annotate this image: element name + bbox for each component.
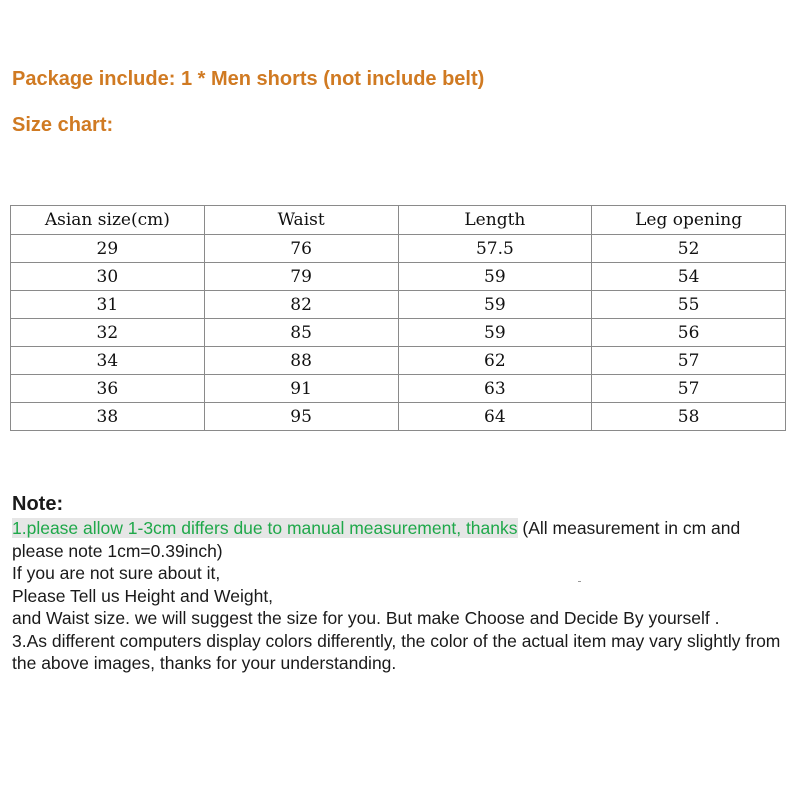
table-row — [11, 347, 786, 375]
note-line-1 — [12, 517, 782, 562]
header-waist: Waist — [204, 206, 398, 235]
cell-waist: 82 — [204, 291, 398, 319]
cell-waist: 88 — [204, 347, 398, 375]
cell-length: 62 — [398, 347, 592, 375]
size-chart-table — [10, 205, 786, 431]
table-row — [11, 263, 786, 291]
cell-size: 36 — [11, 375, 205, 403]
cell-waist: 85 — [204, 319, 398, 347]
package-include-heading: Package include: 1 * Men shorts (not include belt) — [12, 68, 485, 90]
note-line-3: Please Tell us Height and Weight, — [12, 585, 274, 606]
note-line-2: If you are not sure about it, — [12, 563, 221, 583]
cell-size: 29 — [11, 235, 205, 263]
cell-waist: 76 — [204, 235, 398, 263]
cell-leg-opening: 54 — [592, 263, 786, 291]
table-row — [11, 235, 786, 263]
header-asian-size: Asian size(cm) — [11, 206, 205, 235]
cell-size: 38 — [11, 403, 205, 431]
table-header-row — [11, 206, 786, 235]
note-highlight: 1.please allow 1-3cm differs due to manual measurement, thanks — [12, 518, 518, 538]
note-body — [12, 517, 782, 675]
header-leg-opening: Leg opening — [592, 206, 786, 235]
table-row — [11, 319, 786, 347]
cell-leg-opening: 56 — [592, 319, 786, 347]
cell-length: 59 — [398, 319, 592, 347]
table-row — [11, 291, 786, 319]
table-row — [11, 375, 786, 403]
cell-length: 57.5 — [398, 235, 592, 263]
cell-leg-opening: 52 — [592, 235, 786, 263]
note-line-4: and Waist size. we will suggest the size for you. But make Choose and Decide By yourself . — [12, 608, 720, 628]
stray-dot — [578, 581, 581, 582]
cell-length: 59 — [398, 291, 592, 319]
cell-leg-opening: 58 — [592, 403, 786, 431]
cell-size: 34 — [11, 347, 205, 375]
cell-leg-opening: 57 — [592, 375, 786, 403]
header-length: Length — [398, 206, 592, 235]
table-row — [11, 403, 786, 431]
cell-leg-opening: 57 — [592, 347, 786, 375]
size-chart-heading: Size chart: — [12, 114, 114, 136]
cell-size: 31 — [11, 291, 205, 319]
cell-waist: 91 — [204, 375, 398, 403]
cell-length: 59 — [398, 263, 592, 291]
cell-waist: 95 — [204, 403, 398, 431]
cell-leg-opening: 55 — [592, 291, 786, 319]
note-line-5: 3.As different computers display colors differently, the color of the actual item may vary slightly from the above images, thanks for your understanding. — [12, 630, 781, 673]
cell-length: 64 — [398, 403, 592, 431]
cell-waist: 79 — [204, 263, 398, 291]
note-line-1-rest: (All measurement in cm and please note 1cm=0.39inch) — [12, 518, 741, 561]
cell-length: 63 — [398, 375, 592, 403]
cell-size: 32 — [11, 319, 205, 347]
note-title: Note: — [12, 493, 64, 515]
cell-size: 30 — [11, 263, 205, 291]
